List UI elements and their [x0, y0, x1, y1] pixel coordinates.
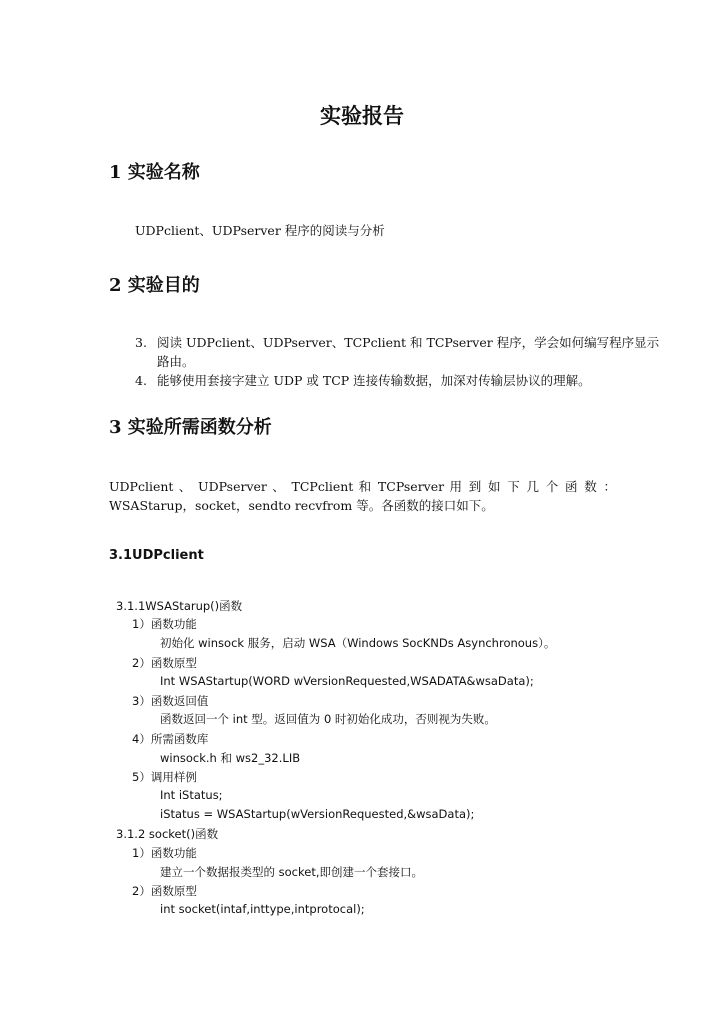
item-label: 1）函数功能 [132, 617, 197, 631]
item-text: 建立一个数据报类型的 socket,即创建一个套接口。 [160, 865, 423, 879]
item-label: 5）调用样例 [132, 770, 197, 784]
section-1-text: UDPclient、UDPserver 程序的阅读与分析 [135, 223, 385, 238]
section-3-heading: 3 实验所需函数分析 [109, 417, 272, 438]
list-item-text: 能够使用套接字建立 UDP 或 TCP 连接传输数据，加深对传输层协议的理解。 [157, 373, 591, 388]
item-text: Int WSAStartup(WORD wVersionRequested,WSADATA&wsaData); [160, 674, 534, 688]
document-title: 实验报告 [320, 103, 404, 128]
list-item-continuation: 路由。 [157, 354, 195, 369]
item-text: 函数返回一个 int 型。返回值为 0 时初始化成功，否则视为失败。 [160, 712, 496, 726]
subsection-3-1-heading: 3.1UDPclient [109, 548, 204, 563]
item-label: 3）函数返回值 [132, 694, 209, 708]
list-item-number: 4. [135, 373, 147, 388]
item-text: Int iStatus; [160, 788, 223, 802]
item-text: 初始化 winsock 服务，启动 WSA（Windows SocKNDs Asynchronous）。 [160, 636, 556, 650]
section-1-heading: 1 实验名称 [109, 162, 200, 183]
item-text: winsock.h 和 ws2_32.LIB [160, 751, 301, 765]
function-1-title: 3.1.1WSAStarup()函数 [116, 599, 243, 613]
list-item [135, 371, 591, 389]
item-label: 2）函数原型 [132, 656, 197, 670]
list-item-text: 阅读 UDPclient、UDPserver、TCPclient 和 TCPserver 程序，学会如何编写程序显示 [157, 335, 660, 350]
function-2-title: 3.1.2 socket()函数 [116, 827, 219, 841]
section-2-heading: 2 实验目的 [109, 275, 200, 296]
list-item-number: 3. [135, 335, 147, 350]
section-3-intro-line-1: UDPclient 、 UDPserver 、 TCPclient 和 TCPserver 用 到 如 下 几 个 函 数 ： [109, 479, 616, 494]
item-label: 4）所需函数库 [132, 732, 209, 746]
item-label: 1）函数功能 [132, 846, 197, 860]
list-item [135, 333, 659, 351]
item-text: iStatus = WSAStartup(wVersionRequested,&wsaData); [160, 807, 475, 821]
item-text: int socket(intaf,inttype,intprotocal); [160, 902, 365, 916]
item-label: 2）函数原型 [132, 884, 197, 898]
section-3-intro-line-2: WSAStarup，socket，sendto recvfrom 等。各函数的接口如下。 [109, 498, 494, 513]
